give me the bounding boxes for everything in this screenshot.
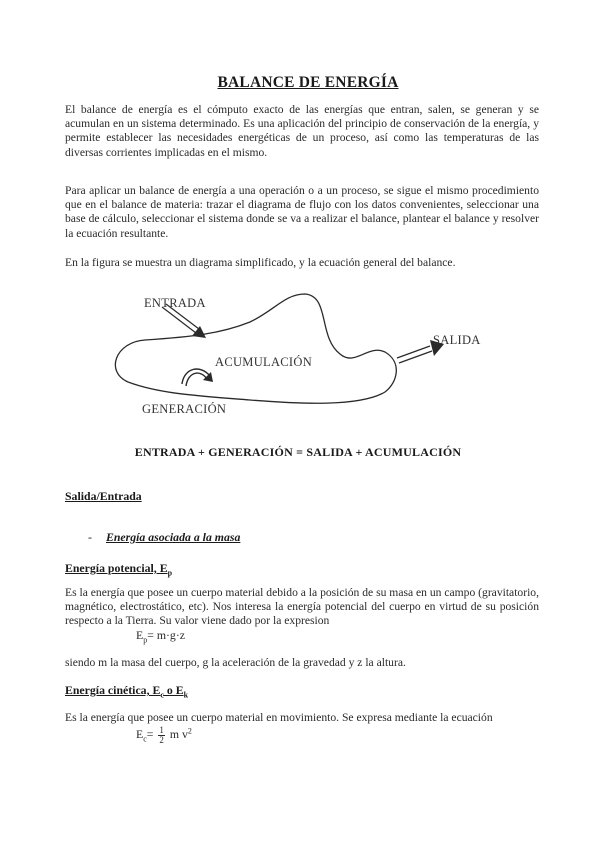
heading-energia-cinetica [65, 683, 188, 699]
label-generacion: GENERACIÓN [142, 402, 227, 416]
paragraph-procedure: Para aplicar un balance de energía a una operación o a un proceso, se sigue el mismo procedimiento que en el balance de materia: trazar el diagrama de flujo con los datos convenientes, seleccionar una base de cálculo, seleccionar el sistema donde se va a realizar el balance, plantear el balance y resolver la ecuación resultante. [65, 184, 539, 240]
fraction-denominator: 2 [159, 735, 164, 745]
generacion-arrow [182, 369, 213, 386]
formula-cinetica-sup: 2 [187, 726, 192, 736]
section-salida-entrada: Salida/Entrada [65, 489, 142, 503]
label-salida: SALIDA [433, 333, 481, 347]
paragraph-intro: El balance de energía es el cómputo exacto de las energías que entran, salen, se generan y se acumulan en un sistema determinado. Es una aplicación del principio de conservación de la energía, y permite establecer las necesidades energéticas de un proceso, así como las temperaturas de las diversas corrientes implicadas en el mismo. [65, 103, 539, 159]
paragraph-potencial: Es la energía que posee un cuerpo material debido a la posición de su masa en un campo (gravitatorio, magnético, electrostático, etc). Nos interesa la energía potencial del cuerpo en virtud de su posición respecto a la Tierra. Su valor viene dado por la expresion [65, 586, 540, 628]
formula-potencial-lhs: E [136, 628, 144, 642]
formula-cinetica-rhs: m v [169, 727, 188, 742]
label-entrada: ENTRADA [144, 296, 206, 310]
fraction-numerator: 1 [159, 725, 164, 735]
formula-cinetica-lhs: E [136, 727, 144, 742]
page-title: BALANCE DE ENERGÍA [217, 74, 399, 91]
formula-cinetica-sub: c [143, 734, 147, 744]
subsection-energia-masa [88, 530, 240, 545]
heading-cinetica-sub2: k [183, 690, 189, 700]
heading-energia-potencial [65, 561, 172, 577]
formula-potencial [136, 628, 185, 644]
paragraph-figure-intro: En la figura se muestra un diagrama simplificado, y la ecuación general del balance. [65, 256, 456, 269]
heading-potencial-sub: p [167, 568, 173, 578]
paragraph-cinetica: Es la energía que posee un cuerpo material en movimiento. Se expresa mediante la ecuación [65, 711, 493, 724]
paragraph-potencial-explanation: siendo m la masa del cuerpo, g la aceleración de la gravedad y z la altura. [65, 656, 406, 669]
list-dash: - [88, 530, 92, 544]
formula-potencial-sub: p [143, 635, 148, 645]
formula-cinetica-eq: = [146, 727, 154, 742]
formula-cinetica [136, 726, 192, 745]
heading-cinetica-text: Energía cinética, E [65, 683, 161, 697]
heading-cinetica-sub1: c [160, 690, 164, 700]
heading-cinetica-mid: o E [163, 683, 184, 697]
balance-equation: ENTRADA + GENERACIÓN = SALIDA + ACUMULACIÓN [134, 445, 462, 459]
formula-potencial-rhs: = m·g·z [147, 628, 185, 642]
formula-fraction [158, 726, 165, 745]
heading-potencial-text: Energía potencial, E [65, 561, 168, 575]
balance-diagram [100, 282, 520, 432]
subsection-masa-label: Energía asociada a la masa [106, 530, 241, 544]
system-boundary [115, 294, 396, 403]
label-acumulacion: ACUMULACIÓN [215, 355, 313, 369]
